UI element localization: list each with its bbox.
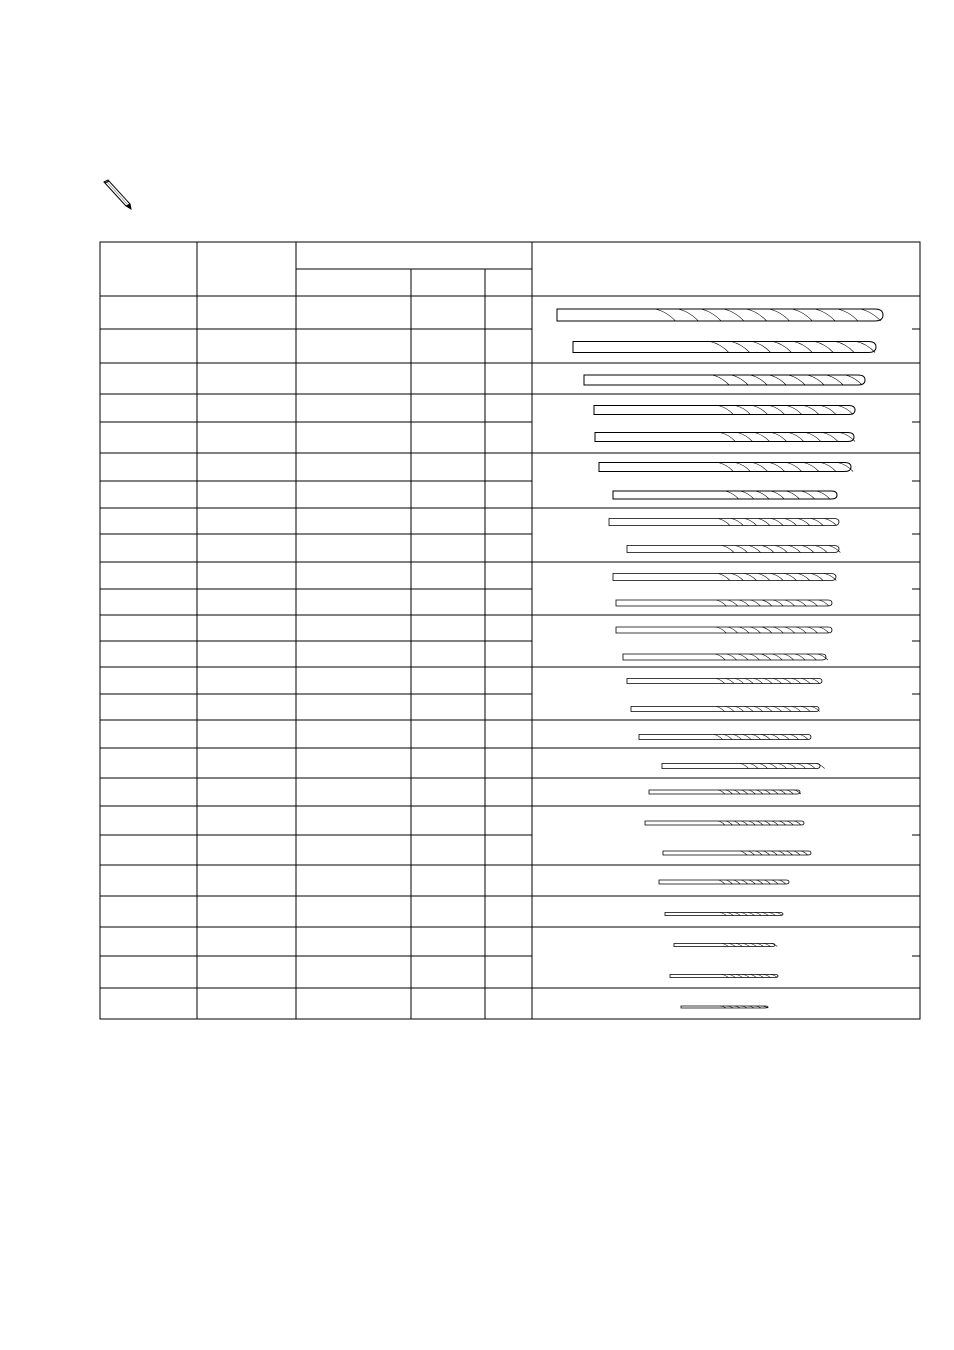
drill-bit-icon [613, 574, 836, 581]
drill-bit-icon [670, 975, 778, 978]
drill-bit-icon [674, 944, 777, 947]
drill-bit-icon [663, 851, 811, 855]
drill-bit-icon [595, 433, 855, 442]
drill-bit-icon [665, 913, 783, 916]
drill-bit-icon [631, 707, 820, 712]
drill-bit-icon [659, 880, 789, 884]
drill-bit-icon [627, 679, 822, 684]
drill-bit-icon [616, 600, 832, 606]
drill-bit-icon [616, 627, 832, 633]
drill-bit-icon [639, 735, 811, 740]
drill-bit-icon [594, 406, 855, 415]
drill-bit-icon [557, 309, 883, 321]
drill-bit-icon [681, 1006, 768, 1008]
drill-bit-icon [613, 491, 837, 499]
drill-bit-icon [584, 375, 865, 385]
drill-bit-icon [662, 764, 825, 769]
drill-bit-icon [623, 654, 828, 660]
drill-bit-icon [599, 463, 853, 472]
drill-bit-icon [627, 546, 840, 553]
drill-bit-icon [649, 790, 801, 794]
drill-bit-icon [573, 342, 876, 353]
drill-bit-icon [609, 519, 839, 526]
drill-bit-icon [645, 821, 804, 825]
